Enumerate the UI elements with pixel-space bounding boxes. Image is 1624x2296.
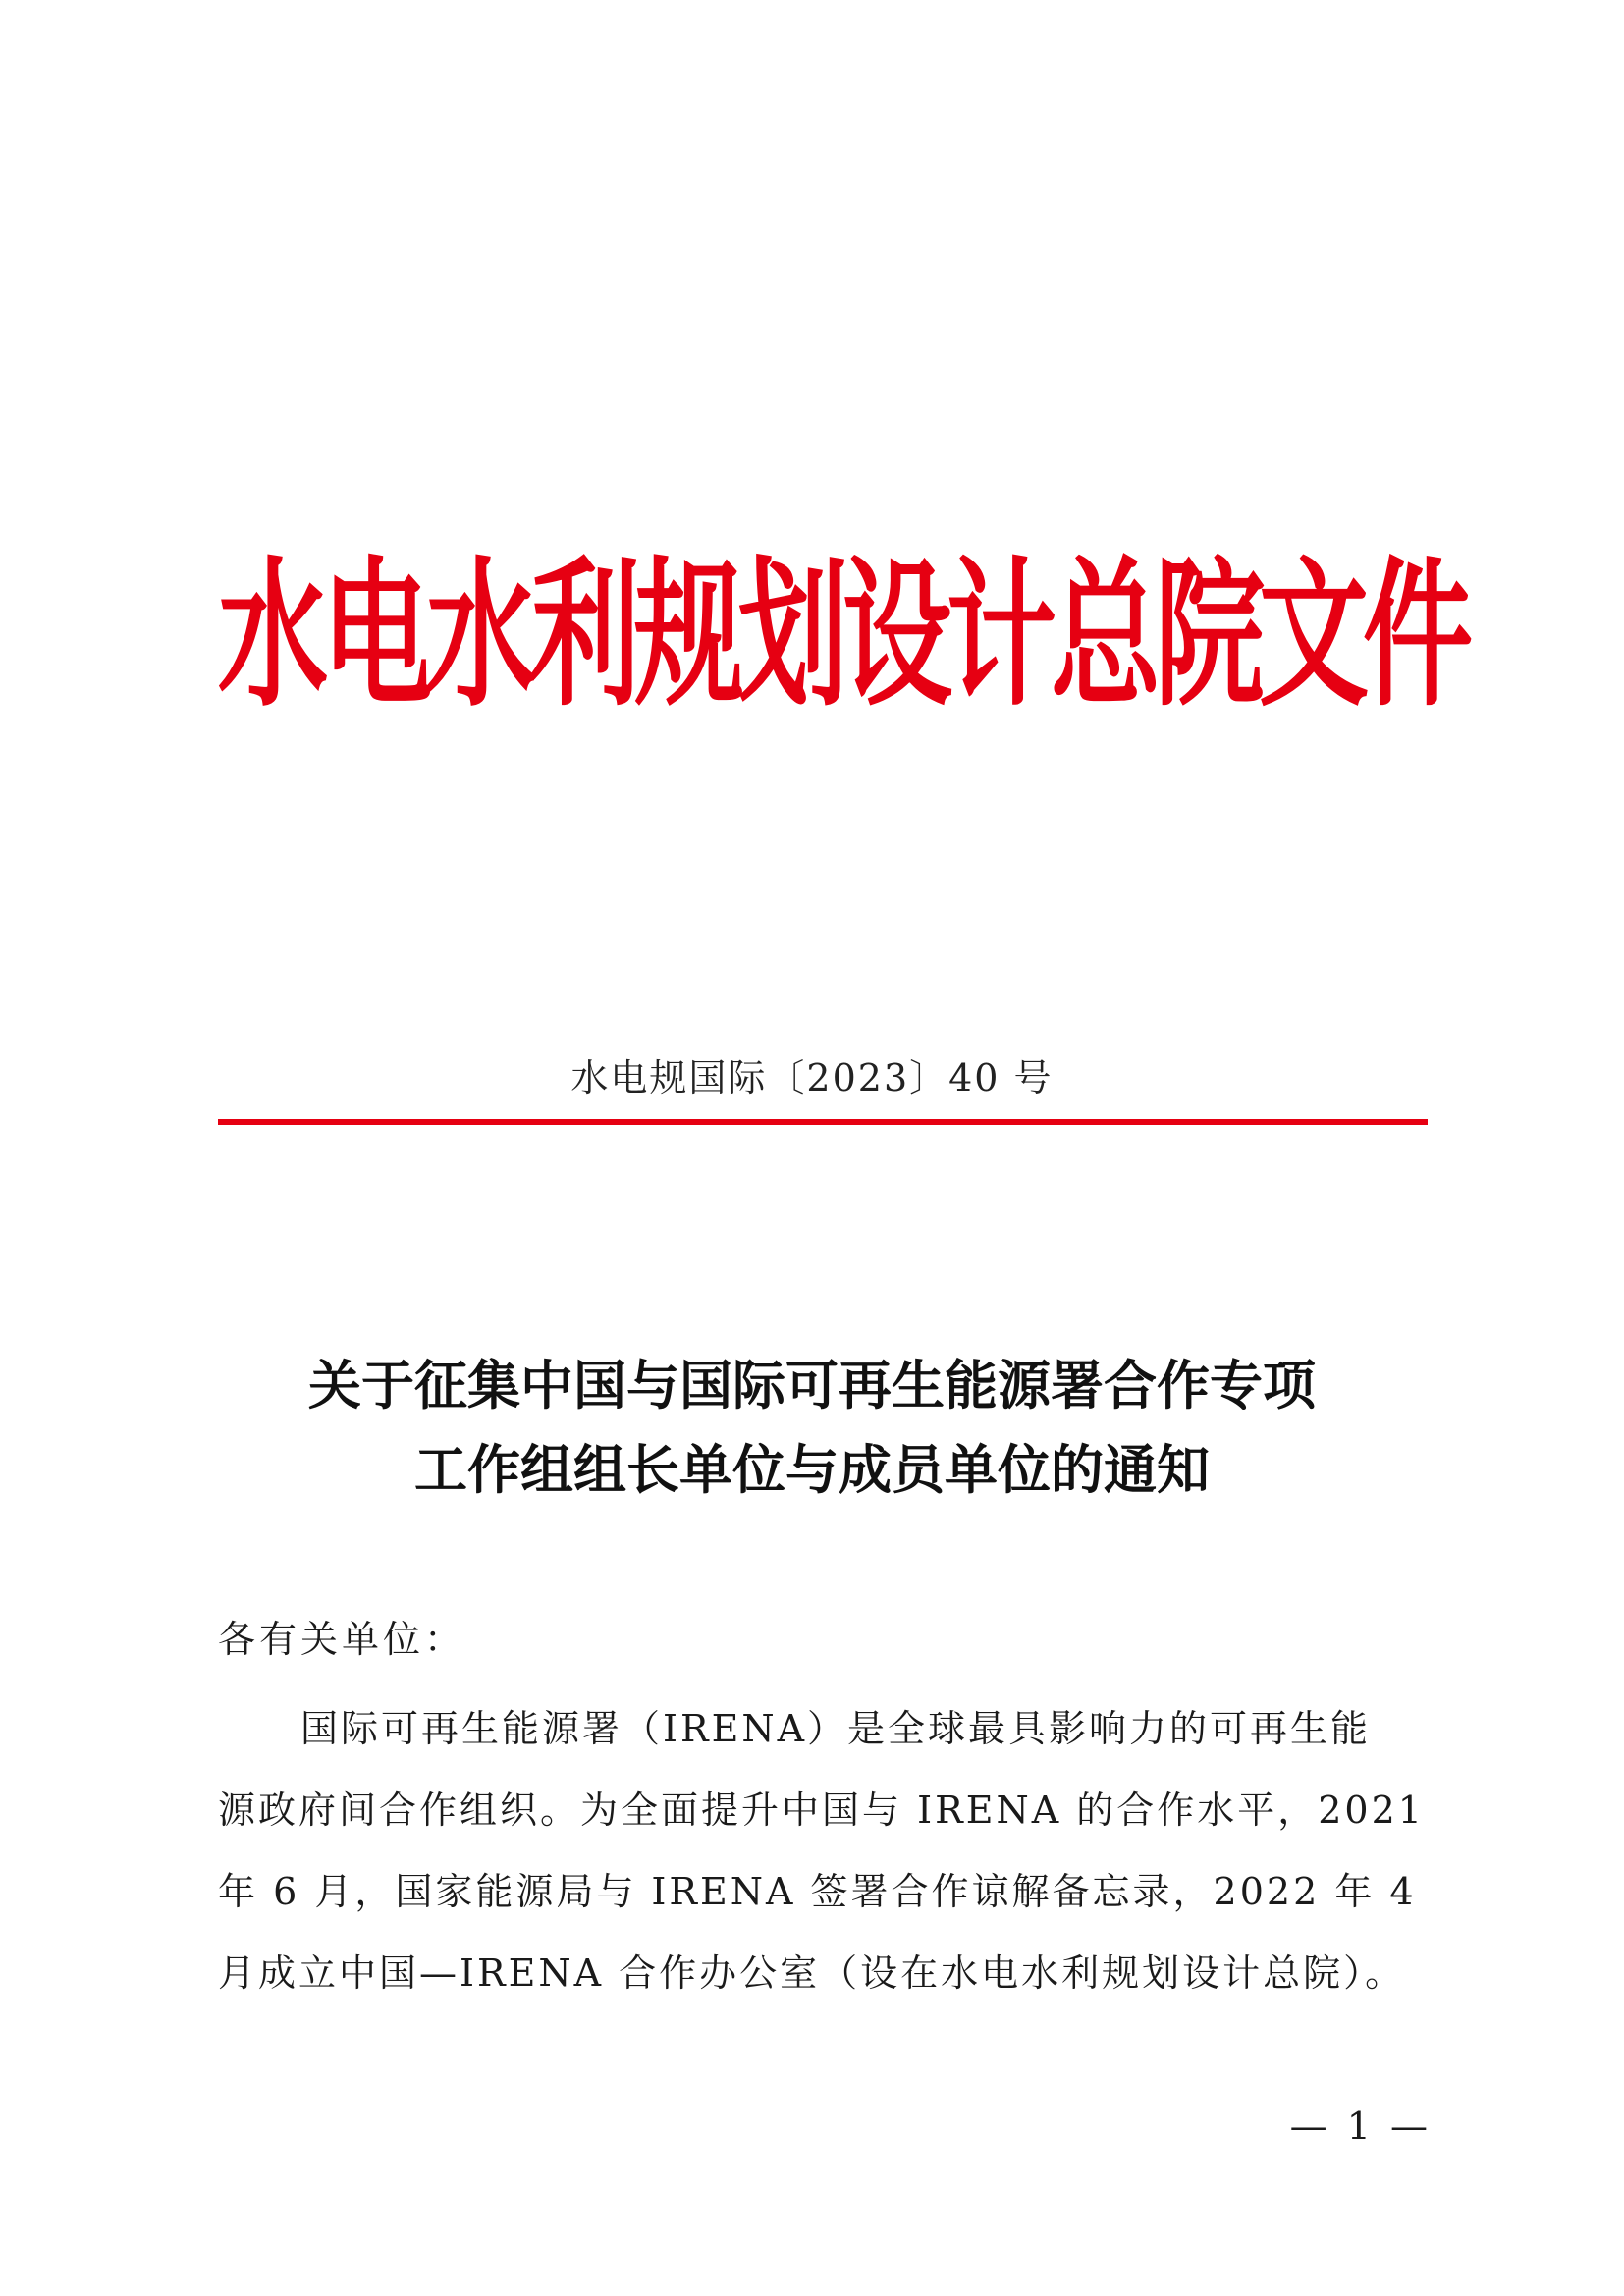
body-line-3: 年 6 月，国家能源局与 IRENA 签署合作谅解备忘录，2022 年 4 xyxy=(218,1870,1417,1913)
page-number: — 1 — xyxy=(1289,2105,1432,2148)
body-line-2: 源政府间合作组织。为全面提升中国与 IRENA 的合作水平，2021 xyxy=(218,1789,1425,1832)
notice-title-line-2: 工作组组长单位与成员单位的通知 xyxy=(414,1438,1210,1501)
masthead-title: 水电水利规划设计总院文件 xyxy=(218,542,1467,729)
salutation: 各有关单位： xyxy=(218,1618,466,1661)
notice-title xyxy=(177,1343,1447,1512)
body-paragraph xyxy=(218,1688,1428,2014)
red-divider-line xyxy=(218,1119,1428,1125)
notice-title-line-1: 关于征集中国与国际可再生能源署合作专项 xyxy=(308,1354,1316,1416)
body-line-1: 国际可再生能源署（IRENA）是全球最具影响力的可再生能 xyxy=(300,1707,1372,1750)
document-number: 水电规国际〔2023〕40 号 xyxy=(570,1056,1054,1099)
body-line-4: 月成立中国—IRENA 合作办公室（设在水电水利规划设计总院）。 xyxy=(218,1951,1406,1995)
